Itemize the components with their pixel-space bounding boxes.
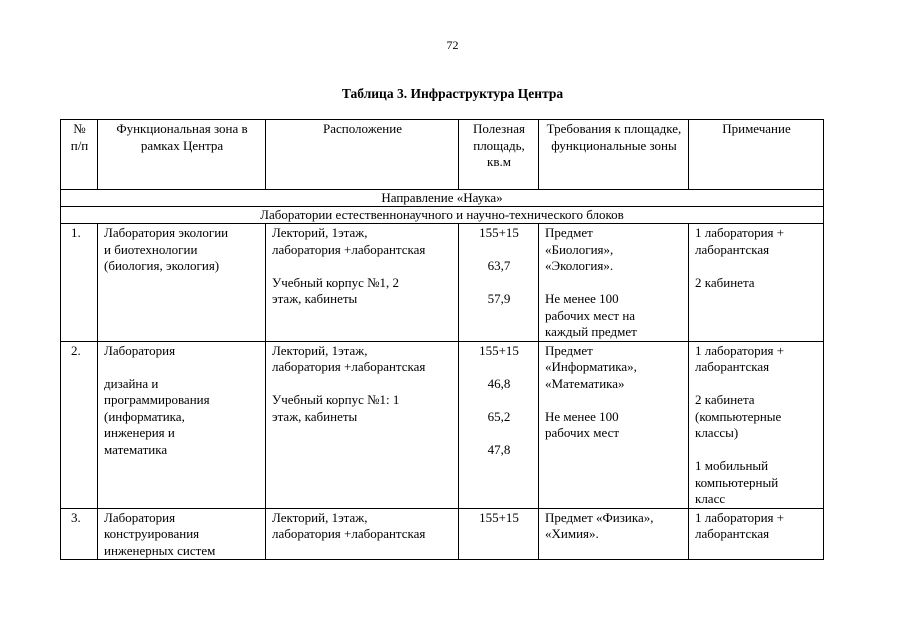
zone-cell xyxy=(98,508,266,560)
location-line: Лекторий, 1этаж, xyxy=(272,342,368,358)
note-line: 1 лаборатория + xyxy=(695,342,785,358)
zone-line: (биология, экология) xyxy=(104,258,220,273)
location-cell xyxy=(266,341,459,508)
location-line: этаж, кабинеты xyxy=(272,408,358,424)
note-cell xyxy=(689,224,824,342)
requirements-line: Не менее 100 xyxy=(545,408,619,424)
location-cell xyxy=(266,508,459,560)
area-value: 47,8 xyxy=(487,441,511,457)
note-cell xyxy=(689,508,824,560)
zone-cell xyxy=(98,341,266,508)
area-value: 155+15 xyxy=(479,225,519,240)
table-row xyxy=(61,508,824,560)
requirements-line: Предмет xyxy=(545,342,593,358)
requirements-line: «Экология». xyxy=(545,258,614,273)
area-cell xyxy=(459,341,539,508)
location-line: лаборатория +лаборантская xyxy=(272,241,426,257)
note-line: классы) xyxy=(695,425,739,440)
area-cell xyxy=(459,224,539,342)
header-zone: Функциональная зона в рамках Центра xyxy=(98,120,266,190)
location-cell xyxy=(266,224,459,342)
zone-line: Лаборатория экологии xyxy=(104,225,229,240)
header-location: Расположение xyxy=(266,120,459,190)
zone-line: математика xyxy=(104,441,168,457)
requirements-cell xyxy=(539,508,689,560)
table-row xyxy=(61,224,824,342)
requirements-cell xyxy=(539,341,689,508)
note-line: компьютерный xyxy=(695,474,779,490)
area-value: 63,7 xyxy=(487,258,511,273)
requirements-line: «Химия». xyxy=(545,526,599,541)
zone-line: и биотехнологии xyxy=(104,241,198,257)
note-line: класс xyxy=(695,491,726,506)
zone-line: инженерия и xyxy=(104,425,175,440)
requirements-line: Не менее 100 xyxy=(545,291,619,306)
note-line: 2 кабинета xyxy=(695,392,755,407)
row-number: 3. xyxy=(61,508,98,560)
note-line: 2 кабинета xyxy=(695,274,755,290)
header-requirements: Требования к площадке, функциональные зоны xyxy=(539,120,689,190)
note-line: 1 лаборатория + xyxy=(695,225,785,240)
note-line: 1 мобильный xyxy=(695,458,769,473)
zone-cell xyxy=(98,224,266,342)
note-line: 1 лаборатория + xyxy=(695,509,785,525)
location-line: лаборатория +лаборантская xyxy=(272,526,426,541)
header-row xyxy=(61,120,824,190)
requirements-line: Предмет xyxy=(545,225,593,240)
location-line: Лекторий, 1этаж, xyxy=(272,225,368,240)
header-area: Полезная площадь, кв.м xyxy=(459,120,539,190)
area-value: 155+15 xyxy=(479,342,519,358)
zone-line: конструирования xyxy=(104,526,200,541)
zone-line: Лаборатория xyxy=(104,509,176,525)
location-line: лаборатория +лаборантская xyxy=(272,359,426,374)
note-line: (компьютерные xyxy=(695,408,782,424)
requirements-line: «Математика» xyxy=(545,375,625,391)
requirements-line: рабочих мест на xyxy=(545,307,636,323)
zone-line: программирования xyxy=(104,392,210,407)
section-row-direction xyxy=(61,190,824,207)
zone-line: инженерных систем xyxy=(104,542,216,558)
note-cell xyxy=(689,341,824,508)
requirements-line: Предмет «Физика», xyxy=(545,509,654,525)
zone-line: дизайна и xyxy=(104,375,159,391)
location-line: Учебный корпус №1: 1 xyxy=(272,392,400,407)
header-note: Примечание xyxy=(689,120,824,190)
requirements-cell xyxy=(539,224,689,342)
note-line: лаборантская xyxy=(695,526,770,541)
note-line: лаборантская xyxy=(695,241,770,257)
header-num: № п/п xyxy=(61,120,98,190)
area-cell xyxy=(459,508,539,560)
table-title: Таблица 3. Инфраструктура Центра xyxy=(341,86,564,101)
area-value: 155+15 xyxy=(479,509,519,525)
section-row-labs xyxy=(61,207,824,224)
location-line: Лекторий, 1этаж, xyxy=(272,509,368,525)
infrastructure-table xyxy=(60,119,824,560)
zone-line: (информатика, xyxy=(104,408,185,424)
requirements-line: рабочих мест xyxy=(545,425,620,440)
table-row xyxy=(61,341,824,508)
section-labs: Лаборатории естественнонаучного и научно-технического блоков xyxy=(61,207,824,224)
note-line: лаборантская xyxy=(695,359,770,374)
section-direction: Направление «Наука» xyxy=(61,190,824,207)
row-number: 2. xyxy=(61,341,98,508)
requirements-line: каждый предмет xyxy=(545,324,637,339)
row-number: 1. xyxy=(61,224,98,342)
requirements-line: «Биология», xyxy=(545,241,614,257)
requirements-line: «Информатика», xyxy=(545,359,637,374)
page-number: 72 xyxy=(446,38,459,52)
zone-line: Лаборатория xyxy=(104,342,176,358)
area-value: 65,2 xyxy=(487,408,511,424)
area-value: 46,8 xyxy=(487,375,511,391)
area-value: 57,9 xyxy=(487,291,511,306)
location-line: Учебный корпус №1, 2 xyxy=(272,274,400,290)
location-line: этаж, кабинеты xyxy=(272,291,358,306)
